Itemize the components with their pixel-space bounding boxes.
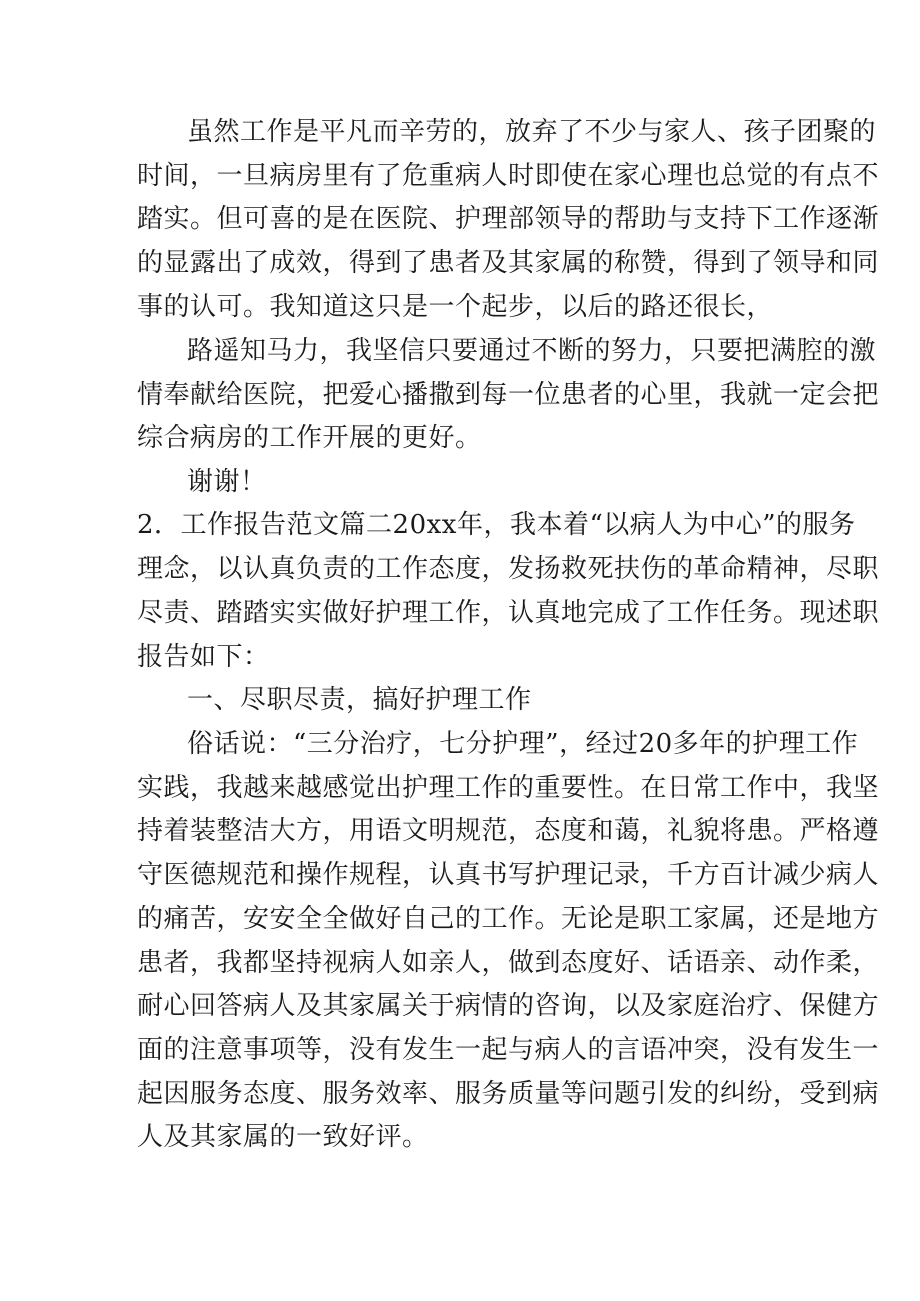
text-line: 报告如下： — [137, 642, 270, 672]
text-line: 的显露出了成效，得到了患者及其家属的称赞，得到了领导和同 — [137, 248, 880, 278]
text-line: 患者，我都坚持视病人如亲人，做到态度好、话语亲、动作柔， — [137, 948, 880, 978]
text-line: 理念，以认真负责的工作态度，发扬救死扶伤的革命精神，尽职 — [137, 554, 880, 584]
text-line: 踏实。但可喜的是在医院、护理部领导的帮助与支持下工作逐渐 — [137, 204, 880, 234]
text-line: 事的认可。我知道这只是一个起步，以后的路还很长， — [137, 292, 774, 322]
text-line: 实践，我越来越感觉出护理工作的重要性。在日常工作中，我坚 — [137, 773, 880, 803]
text-line: 尽责、踏踏实实做好护理工作，认真地完成了工作任务。现述职 — [137, 598, 880, 628]
section-heading: 一、尽职尽责，搞好护理工作 — [187, 685, 532, 715]
text-line: 综合病房的工作开展的更好。 — [137, 423, 482, 453]
text-line: 守医德规范和操作规程，认真书写护理记录，千方百计减少病人 — [137, 860, 880, 890]
text-line: 耐心回答病人及其家属关于病情的咨询，以及家庭治疗、保健方 — [137, 991, 880, 1021]
text-line: 俗话说：“三分治疗，七分护理”，经过20多年的护理工作 — [187, 729, 859, 759]
text-line: 时间，一旦病房里有了危重病人时即使在家心理也总觉的有点不 — [137, 161, 880, 191]
text-line: 路遥知马力，我坚信只要通过不断的努力，只要把满腔的激 — [187, 336, 877, 366]
text-line: 情奉献给医院，把爱心播撒到每一位患者的心里，我就一定会把 — [137, 380, 880, 410]
text-line: 2．工作报告范文篇二20xx年，我本着“以病人为中心”的服务 — [137, 510, 856, 540]
text-line: 持着装整洁大方，用语文明规范，态度和蔼，礼貌将患。严格遵 — [137, 816, 880, 846]
text-line: 谢谢！ — [187, 467, 267, 497]
text-line: 虽然工作是平凡而辛劳的，放弃了不少与家人、孩子团聚的 — [187, 117, 877, 147]
text-line: 起因服务态度、服务效率、服务质量等问题引发的纠纷，受到病 — [137, 1079, 880, 1109]
text-line: 人及其家属的一致好评。 — [137, 1122, 429, 1152]
text-line: 面的注意事项等，没有发生一起与病人的言语冲突，没有发生一 — [137, 1035, 880, 1065]
text-line: 的痛苦，安安全全做好自己的工作。无论是职工家属，还是地方 — [137, 904, 880, 934]
